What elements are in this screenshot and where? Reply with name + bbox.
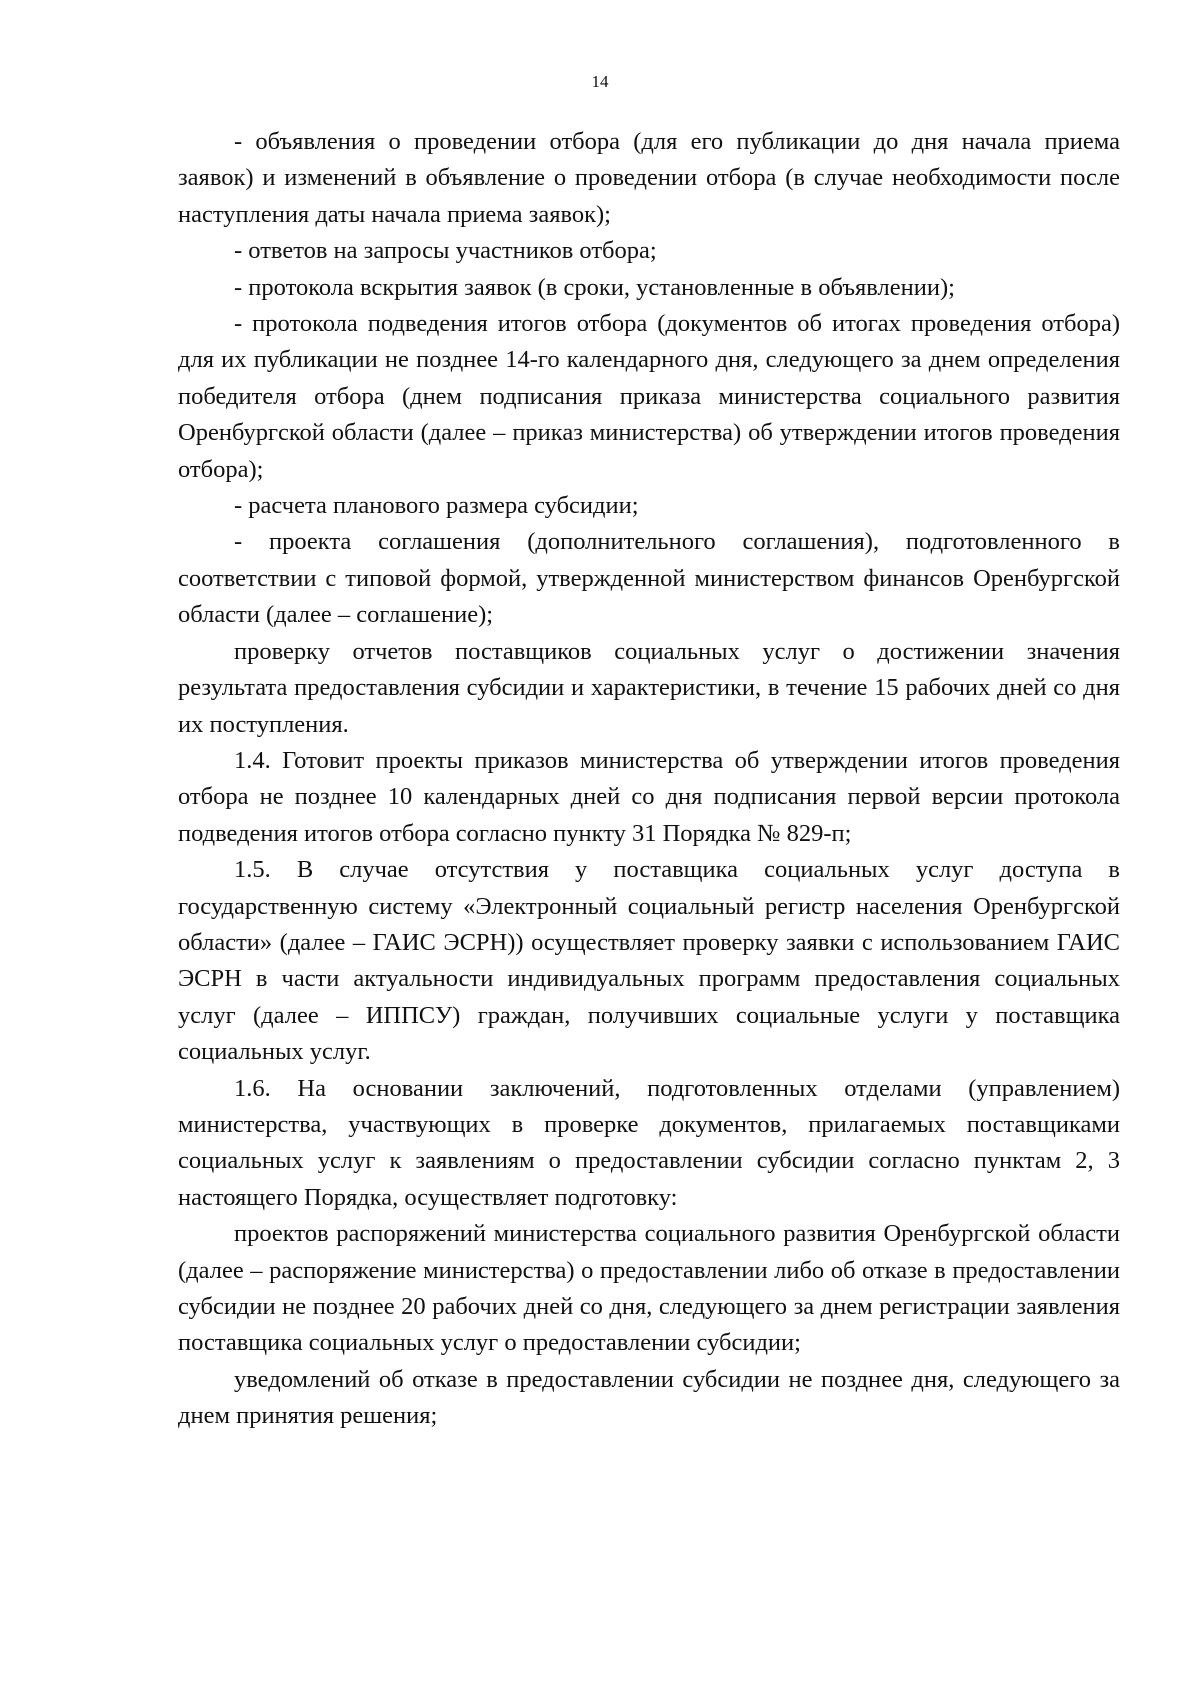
paragraph: 1.6. На основании заключений, подготовленных отделами (управлением) министерства, участвующих в проверке документов, прилагаемых поставщиками социальных услуг к заявлениям о предоставлении субсидии согласно пунктам 2, 3 настоящего Порядка, осуществляет подготовку: [178, 1074, 1120, 1211]
paragraph: 1.4. Готовит проекты приказов министерства об утверждении итогов проведения отбора не позднее 10 календарных дней со дня подписания первой версии протокола подведения итогов отбора согласно пункту 31 Порядка № 829-п; [178, 746, 1120, 847]
paragraph: проектов распоряжений министерства социального развития Оренбургской области (далее – распоряжение министерства) о предоставлении либо об отказе в предоставлении субсидии не позднее 20 рабочих дней со дня, следующего за днем регистрации заявления поставщика социальных услуг о предоставлении субсидии; [178, 1220, 1120, 1357]
paragraph: - ответов на запросы участников отбора; [234, 237, 657, 265]
paragraph: - протокола вскрытия заявок (в сроки, установленные в объявлении); [234, 273, 955, 301]
paragraph: проверку отчетов поставщиков социальных услуг о достижении значения результата предоставления субсидии и характеристики, в течение 15 рабочих дней со дня их поступления. [178, 637, 1120, 738]
paragraph: уведомлений об отказе в предоставлении субсидии не позднее дня, следующего за днем принятия решения; [178, 1365, 1120, 1430]
paragraph: - объявления о проведении отбора (для его публикации до дня начала приема заявок) и изменений в объявление о проведении отбора (в случае необходимости после наступления даты начала приема заявок); [178, 128, 1120, 228]
document-body [178, 124, 1120, 1435]
paragraph: - проекта соглашения (дополнительного соглашения), подготовленного в соответствии с типовой формой, утвержденной министерством финансов Оренбургской области (далее – соглашение); [178, 528, 1120, 629]
paragraph: - расчета планового размера субсидии; [234, 492, 639, 520]
paragraph: 1.5. В случае отсутствия у поставщика социальных услуг доступа в государственную систему «Электронный социальный регистр населения Оренбургской области» (далее – ГАИС ЭСРН)) осуществляет проверку заявки с использованием ГАИС ЭСРН в части актуальности индивидуальных программ предоставления социальных услуг (далее – ИППСУ) граждан, получивших социальные услуги у поставщика социальных услуг. [178, 856, 1120, 1066]
page-number: 14 [591, 72, 609, 91]
paragraph: - протокола подведения итогов отбора (документов об итогах проведения отбора) для их публикации не позднее 14-го календарного дня, следующего за днем определения победителя отбора (днем подписания приказа министерства социального развития Оренбургской области (далее – приказ министерства) об утверждении итогов проведения отбора); [178, 310, 1120, 483]
